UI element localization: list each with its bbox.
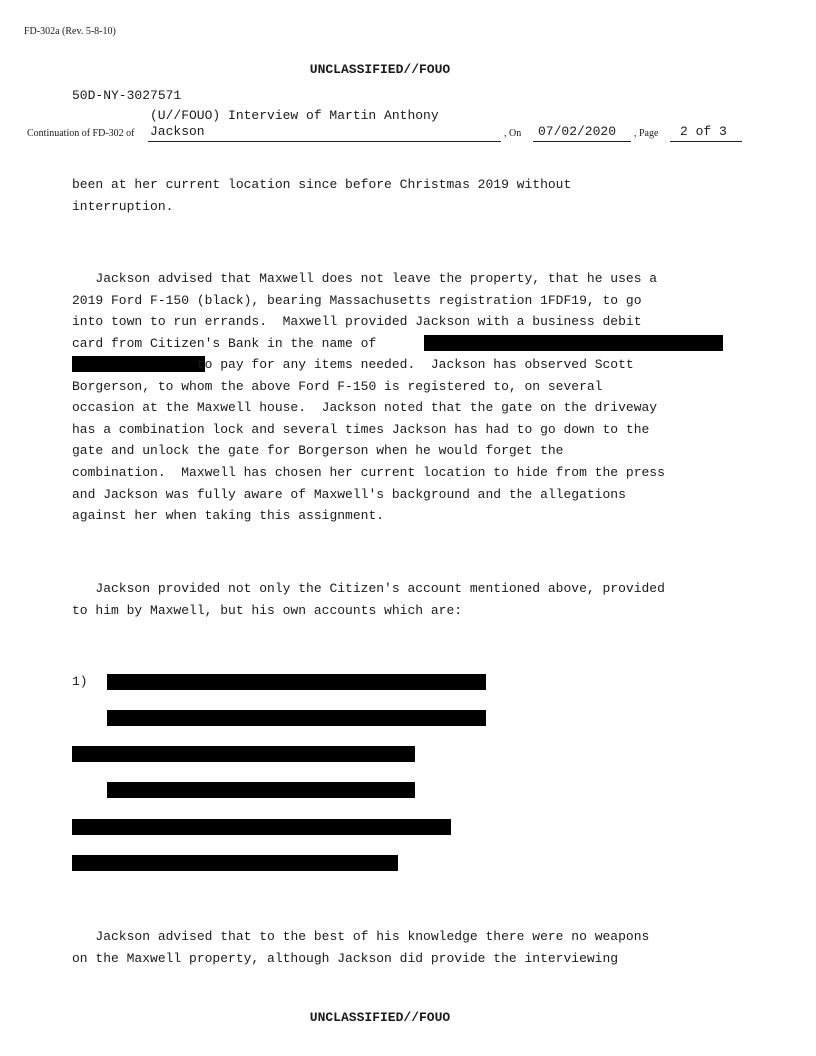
- page-underline: [670, 141, 742, 142]
- form-number: FD-302a (Rev. 5-8-10): [24, 26, 116, 37]
- paragraph-4: Jackson advised that to the best of his knowledge there were no weapons on the Maxwell property, although Jackson did provide the interviewing: [72, 929, 650, 966]
- paragraph-2-continued: to pay for any items needed. Jackson has observed Scott Borgerson, to whom the above Ford F-150 is registered to, on several occasion at the Maxwell house. Jackson noted that the gate on the driveway has a combination lock and several times Jackson has had to go down to the gate and unlock the gate for Borgerson when he would forget the combination. Maxwell has chosen her current location to hide from the press and Jackson was fully aware of Maxwell's background and the allegations against her when taking this assignment.: [72, 357, 665, 524]
- redaction-bar: [72, 819, 451, 835]
- redaction-bar: [72, 855, 398, 871]
- redaction-bar: [424, 335, 723, 351]
- classification-header: UNCLASSIFIED//FOUO: [309, 62, 451, 77]
- subject-underline: [148, 141, 501, 142]
- date-underline: [533, 141, 631, 142]
- redaction-bar: [107, 674, 486, 690]
- paragraph-1: been at her current location since before Christmas 2019 without interruption.: [72, 177, 572, 214]
- redaction-bar: [107, 710, 486, 726]
- list-marker: 1): [72, 674, 88, 689]
- redaction-bar: [107, 782, 415, 798]
- interview-date: 07/02/2020: [538, 124, 617, 139]
- paragraph-2-start: Jackson advised that Maxwell does not leave the property, that he uses a 2019 Ford F-150 (black), bearing Massachusetts registration 1FDF19, to go into town to run errands. Maxwell provided Jackson with a business debit card from Citizen's Bank in the name of: [72, 271, 658, 351]
- page-label: , Page: [634, 128, 659, 139]
- on-label: , On: [504, 128, 522, 139]
- page-number: 2 of 3: [680, 124, 727, 139]
- paragraph-3: Jackson provided not only the Citizen's account mentioned above, provided to him by Maxwell, but his own accounts which are:: [72, 581, 665, 618]
- case-number: 50D-NY-3027571: [72, 88, 182, 103]
- continuation-label: Continuation of FD-302 of: [27, 128, 135, 139]
- redaction-bar: [72, 746, 415, 762]
- interview-subject-line2: Jackson: [150, 124, 205, 139]
- interview-subject-line1: (U//FOUO) Interview of Martin Anthony: [150, 108, 439, 123]
- classification-footer: UNCLASSIFIED//FOUO: [309, 1010, 451, 1025]
